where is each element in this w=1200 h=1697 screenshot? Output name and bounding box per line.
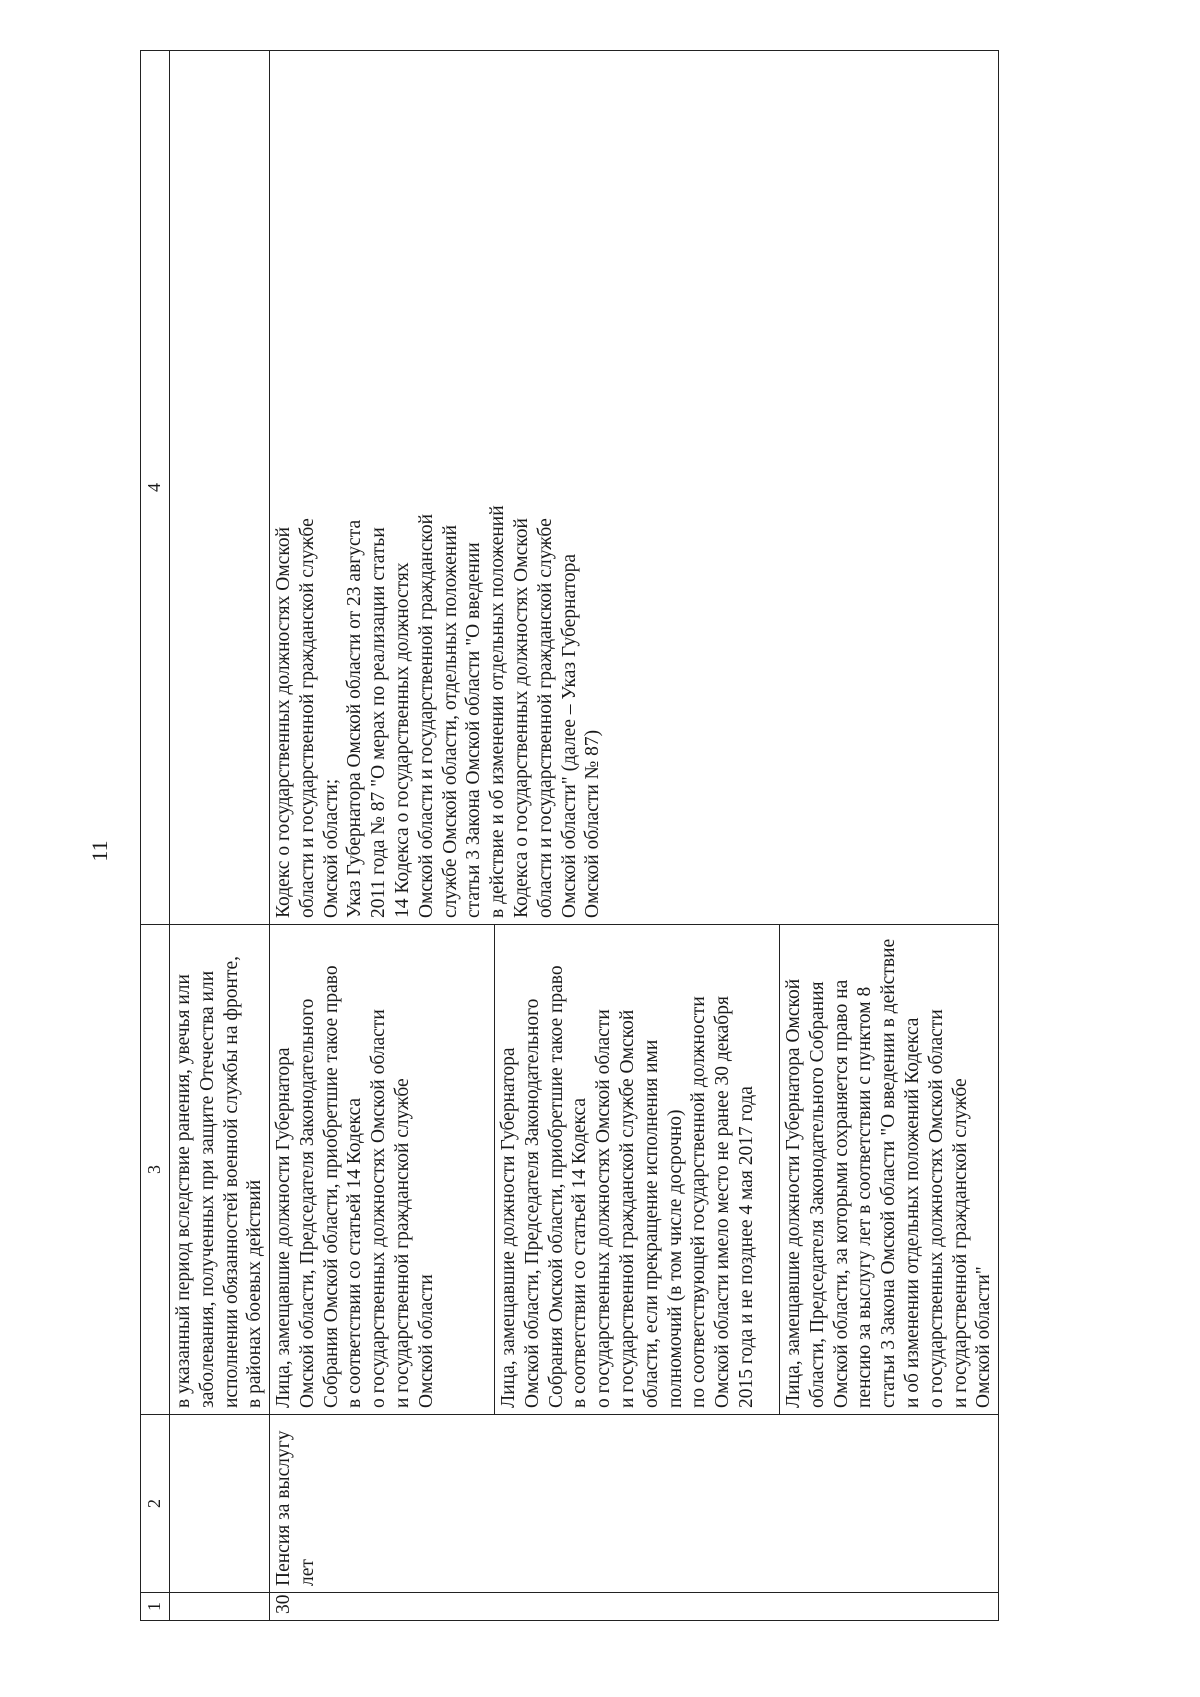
text-line: 2015 года и не позднее 4 мая 2017 года bbox=[735, 1086, 757, 1408]
text-line: Лица, замещавшие должности Губернатора bbox=[273, 1047, 295, 1408]
eligibility-block-2 bbox=[495, 925, 780, 1415]
legal-basis bbox=[270, 51, 999, 925]
text-line: о государственных должностях Омской области bbox=[368, 1009, 390, 1408]
text-line: статьи 3 Закона Омской области "О введении bbox=[463, 542, 485, 918]
text-line: и государственной гражданской службе bbox=[949, 1078, 971, 1408]
text-line: 2011 года № 87 "О мерах по реализации статьи bbox=[368, 527, 390, 918]
text-line: о государственных должностях Омской области bbox=[925, 1009, 947, 1408]
text-line: в действие и об изменении отдельных положений bbox=[487, 505, 509, 918]
text-line: в соответствии со статьей 14 Кодекса bbox=[344, 1097, 366, 1408]
text-line: Омской области, Председателя Законодательного bbox=[296, 998, 318, 1408]
benefits-table bbox=[140, 50, 999, 1621]
continuation-num bbox=[170, 1593, 270, 1621]
text-line: Омской области" (далее – Указ Губернатора bbox=[558, 553, 580, 918]
benefit-name: Пенсия за выслугу лет bbox=[270, 1415, 999, 1593]
text-line: полномочий (в том числе досрочно) bbox=[664, 1109, 686, 1408]
text-line: в районах боевых действий bbox=[244, 1179, 266, 1408]
continuation-name bbox=[170, 1415, 270, 1593]
text-line: Омской области и государственной гражданской bbox=[415, 513, 437, 918]
text-line: Омской области, за которыми сохраняется право на bbox=[830, 979, 852, 1408]
text-line: службе Омской области, отдельных положений bbox=[439, 524, 461, 918]
text-line: области, если прекращение исполнения ими bbox=[640, 1039, 662, 1408]
text-line: в указанный период вследствие ранения, увечья или bbox=[173, 974, 194, 1408]
table-row bbox=[270, 51, 495, 1621]
text-line: Собрания Омской области, приобретшие такое право bbox=[545, 965, 567, 1408]
header-col-1: 1 bbox=[141, 1593, 170, 1621]
text-line: статьи 3 Закона Омской области "О введении в действие bbox=[878, 938, 900, 1408]
text-line: Лица, замещавшие должности Губернатора Омской bbox=[783, 978, 805, 1408]
text-line: области и государственной гражданской службе bbox=[296, 518, 318, 918]
eligibility-block-1 bbox=[270, 925, 495, 1415]
continuation-row bbox=[170, 51, 270, 1621]
text-line: исполнении обязанностей военной службы на фронте, bbox=[220, 955, 242, 1408]
text-line: Лица, замещавшие должности Губернатора bbox=[498, 1047, 520, 1408]
header-col-3: 3 bbox=[141, 925, 170, 1415]
continuation-col4 bbox=[170, 51, 270, 925]
text-line: Кодекса о государственных должностях Омской bbox=[510, 518, 532, 918]
text-line: Кодекс о государственных должностях Омской bbox=[273, 526, 295, 918]
text-line: 14 Кодекса о государственных должностях bbox=[392, 562, 414, 918]
text-line: Омской области имело место не ранее 30 декабря bbox=[712, 996, 734, 1408]
text-line: пенсию за выслугу лет в соответствии с пунктом 8 bbox=[854, 986, 876, 1408]
text-line: и об изменении отдельных положений Кодекса bbox=[902, 1017, 924, 1408]
page-number: 11 bbox=[87, 840, 112, 862]
eligibility-block-3 bbox=[780, 925, 999, 1415]
text-line: в соответствии со статьей 14 Кодекса bbox=[569, 1097, 591, 1408]
text-line: Омской области; bbox=[320, 778, 342, 918]
text-line: и государственной гражданской службе bbox=[392, 1078, 414, 1408]
continuation-col3 bbox=[170, 925, 270, 1415]
text-line: Собрания Омской области, приобретшие такое право bbox=[320, 965, 342, 1408]
text-line: Омской области bbox=[415, 1274, 437, 1408]
header-col-2: 2 bbox=[141, 1415, 170, 1593]
text-line: Указ Губернатора Омской области от 23 августа bbox=[344, 519, 366, 918]
rotated-table-wrapper bbox=[140, 51, 1110, 1621]
row-number: 30 bbox=[270, 1593, 999, 1621]
text-line: Омской области № 87) bbox=[582, 729, 604, 918]
header-col-4: 4 bbox=[141, 51, 170, 925]
text-line: Омской области, Председателя Законодательного bbox=[521, 998, 543, 1408]
text-line: области и государственной гражданской службе bbox=[534, 518, 556, 918]
text-line: Омской области" bbox=[973, 1266, 995, 1408]
text-line: заболевания, полученных при защите Отечества или bbox=[196, 970, 218, 1408]
text-line: области, Председателя Законодательного Собрания bbox=[806, 981, 828, 1408]
header-row bbox=[141, 51, 170, 1621]
text-line: о государственных должностях Омской области bbox=[593, 1009, 615, 1408]
text-line: и государственной гражданской службе Омской bbox=[617, 1009, 639, 1408]
text-line: по соответствующей государственной должности bbox=[688, 996, 710, 1408]
